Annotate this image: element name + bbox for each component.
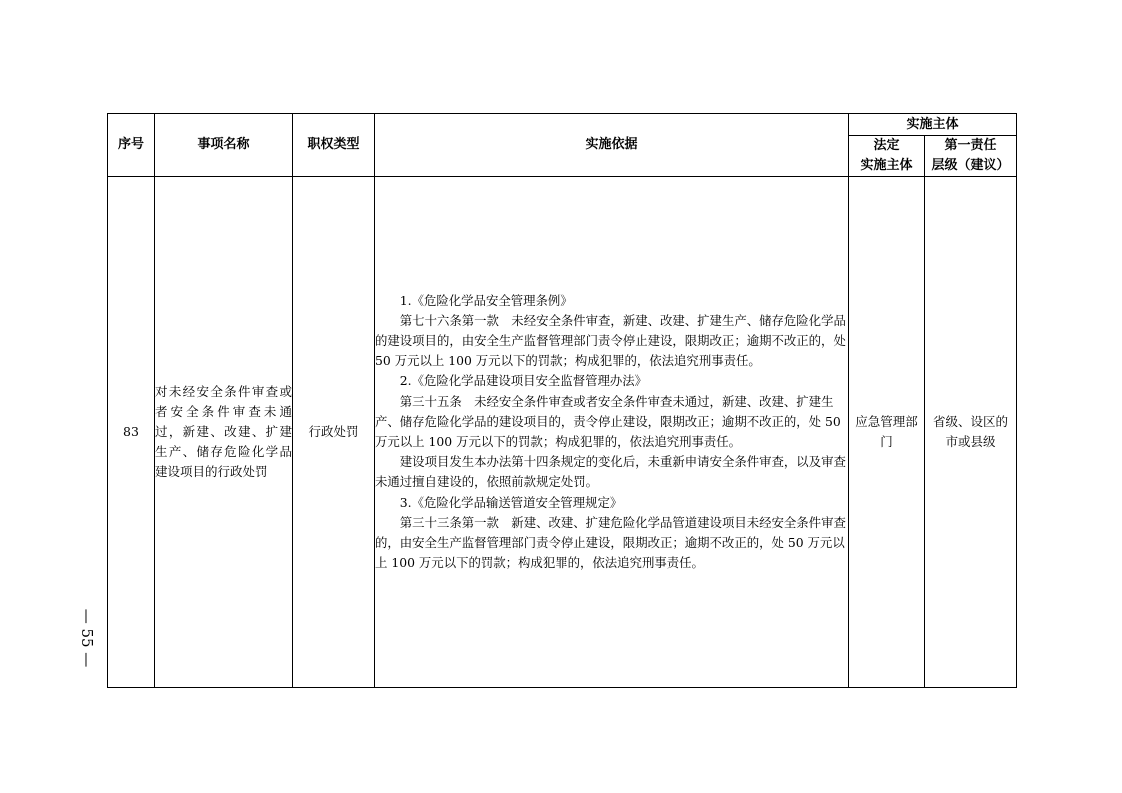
header-first-resp-line1: 第一责任 bbox=[944, 138, 997, 153]
table-row bbox=[108, 177, 1017, 688]
header-subject-group: 实施主体 bbox=[849, 114, 1017, 136]
row-power-type: 行政处罚 bbox=[293, 177, 375, 688]
basis-para: 第三十三条第一款 新建、改建、扩建危险化学品管道建设项目未经安全条件审查的，由安全生产监督管理部门责令停止建设，限期改正；逾期不改正的，处 50 万元以上 100 万元以下的罚款；构成犯罪的，依法追究刑事责任。 bbox=[375, 514, 846, 571]
row-legal-subject: 应急管理部门 bbox=[849, 177, 925, 688]
page-number: — 55 — bbox=[78, 608, 96, 668]
basis-para: 第三十五条 未经安全条件审查或者安全条件审查未通过，新建、改建、扩建生产、储存危险化学品的建设项目的，责令停止建设，限期改正；逾期不改正的，处 50 万元以上 100 万元以下的罚款；构成犯罪的，依法追究刑事责任。 bbox=[375, 393, 841, 449]
basis-para: 建设项目发生本办法第十四条规定的变化后，未重新申请安全条件审查，以及审查未通过擅自建设的，依照前款规定处罚。 bbox=[375, 454, 846, 490]
basis-para: 第七十六条第一款 未经安全条件审查，新建、改建、扩建生产、储存危险化学品的建设项目的，由安全生产监督管理部门责令停止建设，限期改正；逾期不改正的，处 50 万元以上 100 万元以下的罚款；构成犯罪的，依法追究刑事责任。 bbox=[375, 312, 846, 369]
row-seq: 83 bbox=[108, 177, 155, 688]
header-legal-subject-line2: 实施主体 bbox=[860, 158, 913, 173]
row-basis bbox=[375, 177, 849, 688]
row-item-name: 对未经安全条件审查或者安全条件审查未通过，新建、改建、扩建生产、储存危险化学品建设项目的行政处罚 bbox=[155, 177, 293, 688]
basis-para: 1.《危险化学品安全管理条例》 bbox=[399, 292, 573, 308]
basis-para: 3.《危险化学品输送管道安全管理规定》 bbox=[399, 494, 623, 510]
header-power-type: 职权类型 bbox=[293, 114, 375, 177]
basis-para: 2.《危险化学品建设项目安全监督管理办法》 bbox=[399, 373, 648, 389]
header-basis: 实施依据 bbox=[375, 114, 849, 177]
header-legal-subject-line1: 法定 bbox=[873, 138, 900, 153]
power-list-table bbox=[107, 113, 1017, 688]
header-first-responsibility bbox=[925, 136, 1017, 177]
header-row bbox=[108, 114, 1017, 136]
header-legal-subject bbox=[849, 136, 925, 177]
header-seq: 序号 bbox=[108, 114, 155, 177]
header-item-name: 事项名称 bbox=[155, 114, 293, 177]
row-first-responsibility: 省级、设区的市或县级 bbox=[925, 177, 1017, 688]
header-first-resp-line2: 层级（建议） bbox=[931, 158, 1010, 173]
